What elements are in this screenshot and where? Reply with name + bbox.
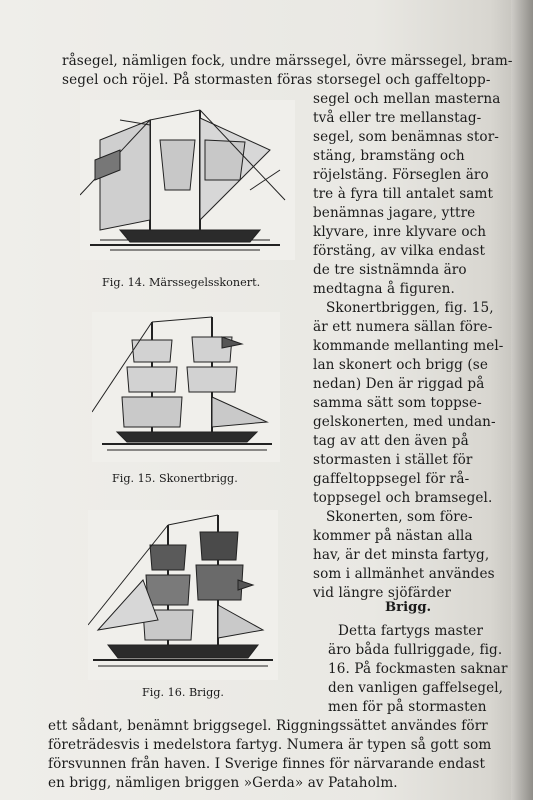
figure-brig-illustration bbox=[88, 510, 278, 699]
text-line: stormasten i stället för bbox=[313, 452, 473, 468]
text-line: hav, är det minsta fartyg, bbox=[313, 547, 490, 563]
text-line: stäng, bramstäng och bbox=[313, 148, 465, 164]
text-line: ett sådant, benämnt briggsegel. Riggningssättet användes förr bbox=[48, 718, 488, 734]
text-line: råsegel, nämligen fock, undre märssegel, övre märssegel, bram- bbox=[62, 53, 513, 69]
text-line: en brigg, nämligen briggen »Gerda» av Pataholm. bbox=[48, 775, 398, 791]
section-heading: Brigg. bbox=[385, 600, 432, 615]
figure-schooner-illustration bbox=[80, 100, 295, 289]
text-line: tag av att den även på bbox=[313, 433, 469, 449]
ship-engraving bbox=[80, 100, 295, 260]
text-line: segel och mellan masterna bbox=[313, 91, 501, 107]
figure-caption: Fig. 14. Märssegelsskonert. bbox=[102, 276, 261, 289]
text-line: lan skonert och brigg (se bbox=[313, 357, 488, 373]
text-line: segel och röjel. På stormasten föras storsegel och gaffeltopp- bbox=[62, 72, 491, 88]
text-line: vid längre sjöfärder bbox=[313, 585, 452, 601]
text-line: de tre sistnämnda äro bbox=[313, 262, 467, 278]
text-line: försvunnen från haven. I Sverige finnes för närvarande endast bbox=[48, 756, 486, 772]
text-line: samma sätt som toppse- bbox=[313, 395, 482, 411]
text-line: medtagna å figuren. bbox=[313, 281, 455, 297]
text-line: äro båda fullriggade, fig. bbox=[328, 642, 503, 658]
text-line: segel, som benämnas stor- bbox=[313, 129, 499, 145]
text-line: röjelstäng. Förseglen äro bbox=[313, 167, 489, 183]
text-line: Skonertbriggen, fig. 15, bbox=[326, 300, 494, 316]
text-line: tre à fyra till antalet samt bbox=[313, 186, 494, 202]
text-line: men för på stormasten bbox=[328, 699, 487, 715]
figure-caption: Fig. 16. Brigg. bbox=[142, 686, 224, 699]
text-line: är ett numera sällan före- bbox=[313, 319, 493, 335]
ship-engraving bbox=[92, 312, 280, 462]
text-line: nedan) Den är riggad på bbox=[313, 376, 485, 392]
text-line: Skonerten, som före- bbox=[326, 509, 473, 525]
figure-caption: Fig. 15. Skonertbrigg. bbox=[112, 472, 238, 485]
text-line: klyvare, inre klyvare och bbox=[313, 224, 487, 240]
text-line: 16. På fockmasten saknar bbox=[328, 661, 508, 677]
page-edge-shadow bbox=[511, 0, 533, 800]
figure-brigantine-illustration bbox=[92, 312, 280, 485]
text-line: som i allmänhet användes bbox=[313, 566, 495, 582]
text-line: två eller tre mellanstag- bbox=[313, 110, 482, 126]
text-line: den vanligen gaffelsegel, bbox=[328, 680, 504, 696]
text-line: företrädesvis i medelstora fartyg. Numera är typen så gott som bbox=[48, 737, 492, 753]
ship-engraving bbox=[88, 510, 278, 680]
text-line: gaffeltoppsegel för rå- bbox=[313, 471, 470, 487]
text-line: förstäng, av vilka endast bbox=[313, 243, 486, 259]
text-line: toppsegel och bramsegel. bbox=[313, 490, 493, 506]
text-line: Detta fartygs master bbox=[338, 623, 484, 639]
text-line: gelskonerten, med undan- bbox=[313, 414, 496, 430]
text-line: kommer på nästan alla bbox=[313, 528, 473, 544]
text-line: kommande mellanting mel- bbox=[313, 338, 504, 354]
text-line: benämnas jagare, yttre bbox=[313, 205, 476, 221]
